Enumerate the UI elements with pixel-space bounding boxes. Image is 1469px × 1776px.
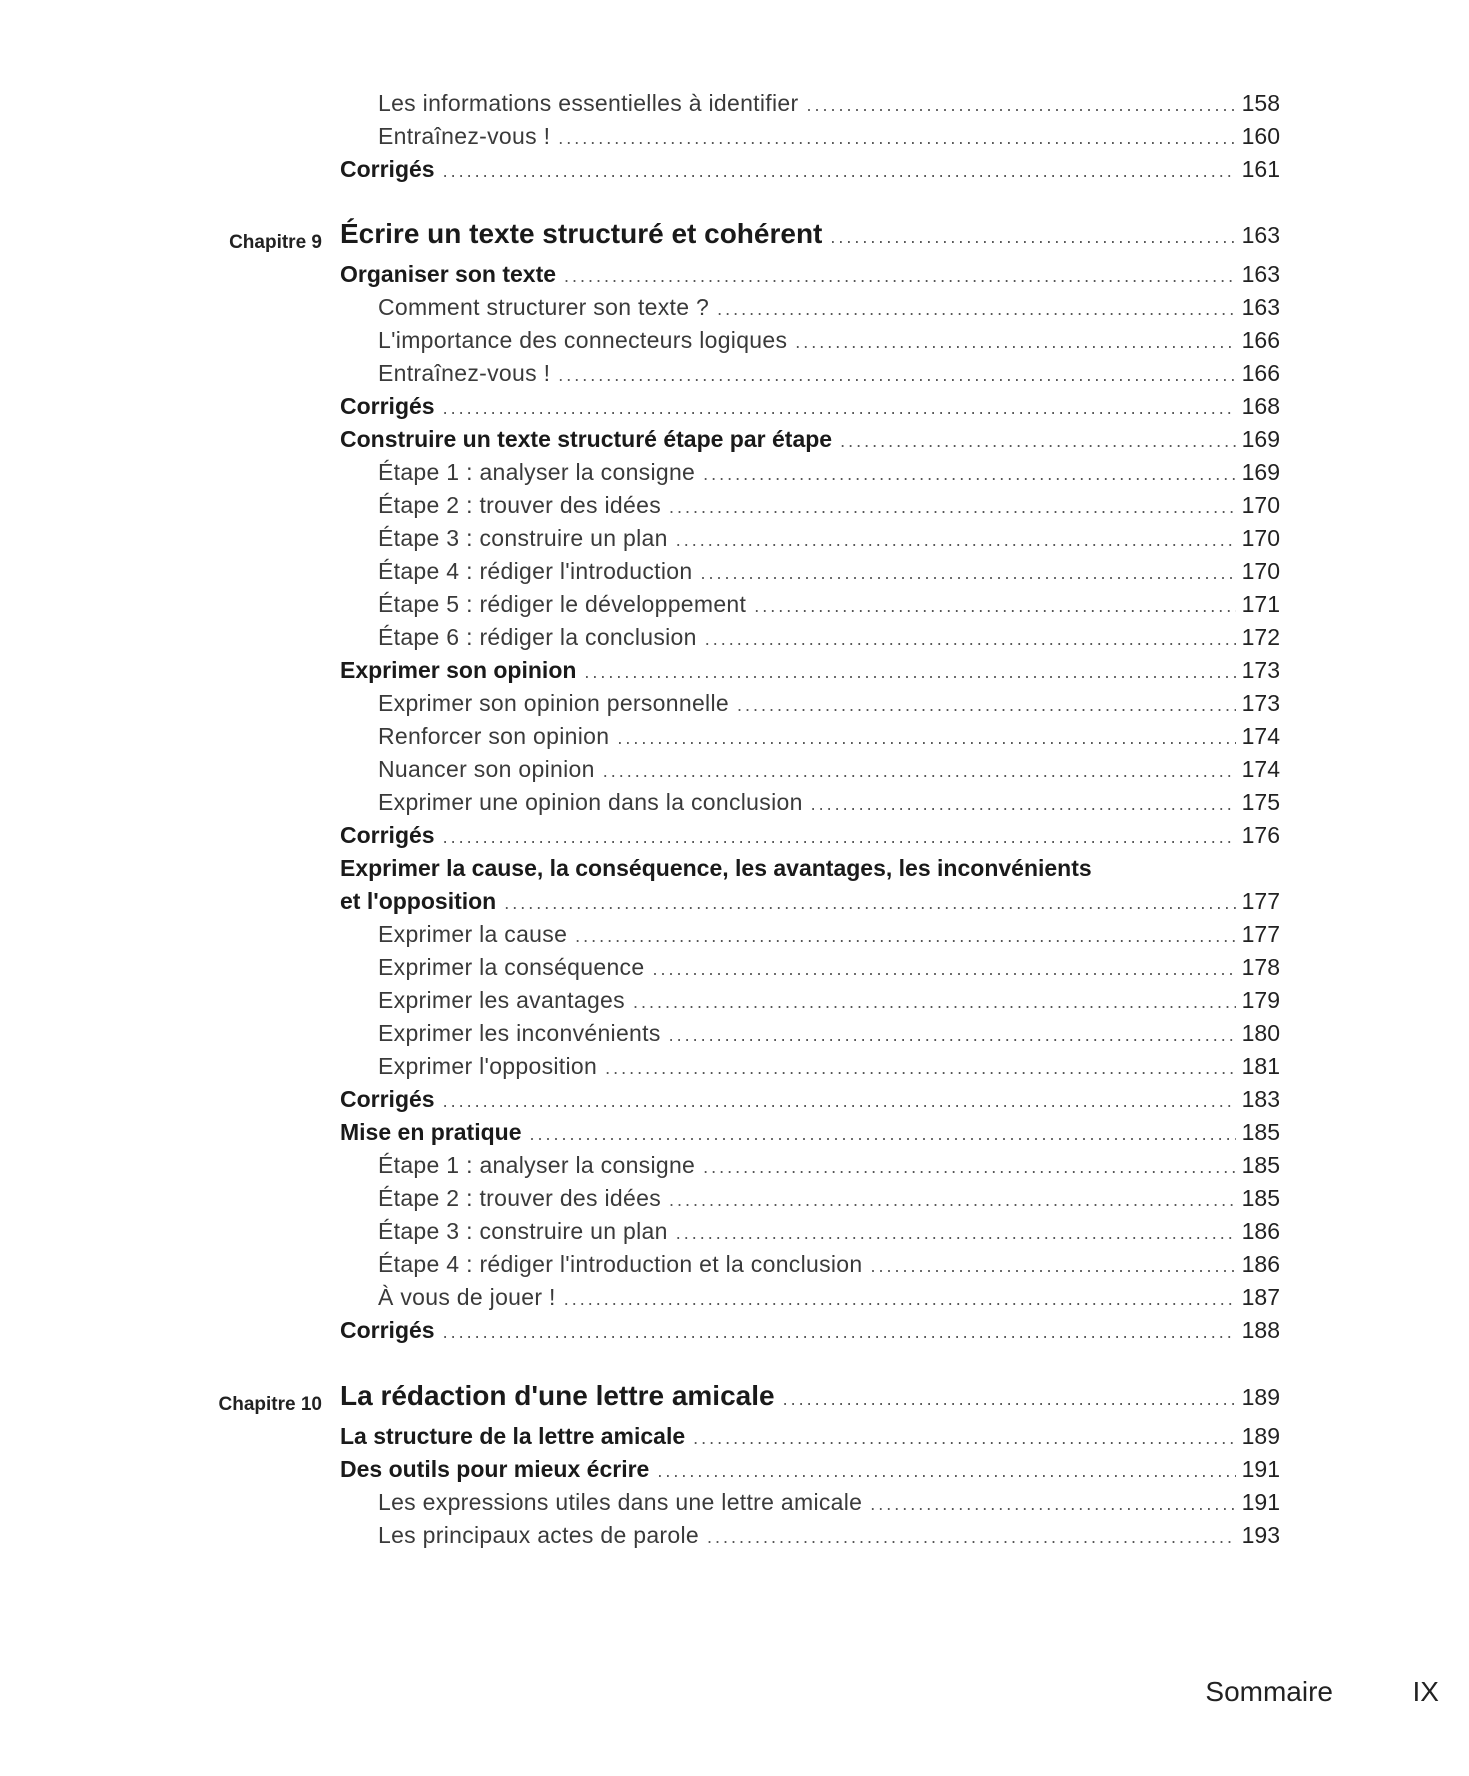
toc-subentry — [340, 987, 1280, 1019]
dot-leader — [669, 497, 1236, 518]
entry-page-number: 171 — [1241, 591, 1280, 617]
toc-subentry — [340, 690, 1280, 722]
dot-leader — [830, 227, 1235, 248]
entry-page-number: 174 — [1241, 723, 1280, 749]
entry-label: Corrigés — [340, 393, 435, 419]
toc-subentry — [340, 123, 1280, 155]
entry-page-number: 163 — [1241, 261, 1280, 287]
entry-page-number: 193 — [1241, 1522, 1280, 1548]
dot-leader — [617, 728, 1235, 749]
entry-label: Exprimer l'opposition — [378, 1053, 598, 1079]
entry-label: Étape 4 : rédiger l'introduction — [378, 558, 693, 584]
entry-label: Construire un texte structuré étape par étape — [340, 426, 833, 452]
dot-leader — [737, 695, 1236, 716]
dot-leader — [669, 1190, 1236, 1211]
dot-leader — [564, 1289, 1236, 1310]
dot-leader — [806, 95, 1235, 116]
entry-page-number: 181 — [1241, 1053, 1280, 1079]
dot-leader — [703, 1157, 1235, 1178]
toc-subentry — [340, 558, 1280, 590]
entry-label: Exprimer les inconvénients — [378, 1020, 661, 1046]
entry-page-number: 178 — [1241, 954, 1280, 980]
entry-page-number: 170 — [1241, 558, 1280, 584]
dot-leader — [657, 1461, 1235, 1482]
entry-page-number: 170 — [1241, 492, 1280, 518]
entry-label: Entraînez-vous ! — [378, 123, 551, 149]
toc-subentry — [340, 723, 1280, 755]
entry-page-number: 177 — [1241, 921, 1280, 947]
toc-section-entry — [340, 888, 1280, 920]
entry-label: Organiser son texte — [340, 261, 557, 287]
entry-page-number: 161 — [1241, 156, 1280, 182]
dot-leader — [795, 332, 1235, 353]
entry-label: La rédaction d'une lettre amicale — [340, 1380, 775, 1411]
entry-label: Exprimer son opinion — [340, 657, 577, 683]
dot-leader — [584, 662, 1235, 683]
entry-label: Étape 1 : analyser la consigne — [378, 459, 696, 485]
entry-page-number: 189 — [1241, 1423, 1280, 1449]
toc-subentry — [340, 327, 1280, 359]
dot-leader — [443, 161, 1236, 182]
dot-leader — [529, 1124, 1235, 1145]
toc-subentry — [340, 591, 1280, 623]
toc-subentry — [340, 90, 1280, 122]
entry-page-number: 166 — [1241, 360, 1280, 386]
entry-page-number: 173 — [1241, 657, 1280, 683]
toc-section-entry — [340, 855, 1280, 887]
toc-subentry — [340, 1053, 1280, 1085]
entry-page-number: 158 — [1241, 90, 1280, 116]
entry-page-number: 170 — [1241, 525, 1280, 551]
toc-subentry — [340, 360, 1280, 392]
entry-label: Étape 2 : trouver des idées — [378, 1185, 661, 1211]
dot-leader — [754, 596, 1235, 617]
entry-label: Exprimer la cause — [378, 921, 568, 947]
chapter-entry — [340, 1380, 1280, 1420]
entry-page-number: 191 — [1241, 1456, 1280, 1482]
entry-label: Exprimer une opinion dans la conclusion — [378, 789, 803, 815]
dot-leader — [703, 464, 1235, 485]
toc-subentry — [340, 1284, 1280, 1316]
entry-page-number: 173 — [1241, 690, 1280, 716]
entry-page-number: 179 — [1241, 987, 1280, 1013]
entry-label: Mise en pratique — [340, 1119, 522, 1145]
entry-page-number: 185 — [1241, 1119, 1280, 1145]
dot-leader — [443, 827, 1236, 848]
entry-page-number: 180 — [1241, 1020, 1280, 1046]
entry-label: La structure de la lettre amicale — [340, 1423, 686, 1449]
entry-page-number: 185 — [1241, 1152, 1280, 1178]
entry-label: Corrigés — [340, 1086, 435, 1112]
toc-subentry — [340, 921, 1280, 953]
entry-label: Entraînez-vous ! — [378, 360, 551, 386]
entry-label: Exprimer la conséquence — [378, 954, 645, 980]
entry-page-number: 187 — [1241, 1284, 1280, 1310]
toc-section-entry — [340, 1423, 1280, 1455]
entry-label: Des outils pour mieux écrire — [340, 1456, 650, 1482]
toc-section-entry — [340, 1086, 1280, 1118]
toc-section-entry — [340, 156, 1280, 188]
entry-page-number: 160 — [1241, 123, 1280, 149]
entry-page-number: 177 — [1241, 888, 1280, 914]
entry-label: Étape 4 : rédiger l'introduction et la conclusion — [378, 1251, 863, 1277]
entry-page-number: 175 — [1241, 789, 1280, 815]
toc-subentry — [340, 756, 1280, 788]
dot-leader — [717, 299, 1236, 320]
dot-leader — [443, 398, 1236, 419]
entry-page-number: 191 — [1241, 1489, 1280, 1515]
toc-subentry — [340, 525, 1280, 557]
dot-leader — [669, 1025, 1236, 1046]
toc-subentry — [340, 1185, 1280, 1217]
entry-label: Les principaux actes de parole — [378, 1522, 699, 1548]
dot-leader — [870, 1494, 1235, 1515]
entry-page-number: 169 — [1241, 459, 1280, 485]
toc-subentry — [340, 294, 1280, 326]
entry-label: Étape 6 : rédiger la conclusion — [378, 624, 697, 650]
dot-leader — [676, 530, 1236, 551]
toc-section-entry — [340, 657, 1280, 689]
entry-page-number: 174 — [1241, 756, 1280, 782]
toc-section-entry — [340, 822, 1280, 854]
toc-section-entry — [340, 1119, 1280, 1151]
dot-leader — [504, 893, 1235, 914]
dot-leader — [603, 761, 1236, 782]
entry-page-number: 186 — [1241, 1218, 1280, 1244]
entry-label: Nuancer son opinion — [378, 756, 595, 782]
entry-label: et l'opposition — [340, 888, 497, 914]
dot-leader — [676, 1223, 1236, 1244]
dot-leader — [558, 365, 1235, 386]
dot-leader — [558, 128, 1235, 149]
entry-page-number: 163 — [1241, 294, 1280, 320]
entry-page-number: 168 — [1241, 393, 1280, 419]
entry-page-number: 169 — [1241, 426, 1280, 452]
toc-section-entry — [340, 1317, 1280, 1349]
entry-label: L'importance des connecteurs logiques — [378, 327, 788, 353]
entry-page-number: 189 — [1241, 1384, 1280, 1410]
dot-leader — [693, 1428, 1235, 1449]
footer-title: Sommaire — [1205, 1676, 1333, 1707]
dot-leader — [707, 1527, 1236, 1548]
entry-page-number: 172 — [1241, 624, 1280, 650]
toc-section-entry — [340, 1456, 1280, 1488]
entry-label: Étape 1 : analyser la consigne — [378, 1152, 696, 1178]
dot-leader — [783, 1389, 1236, 1410]
chapter-entry — [340, 218, 1280, 258]
toc-subentry — [340, 954, 1280, 986]
entry-page-number: 186 — [1241, 1251, 1280, 1277]
entry-label: Écrire un texte structuré et cohérent — [340, 218, 823, 249]
toc-section-entry — [340, 426, 1280, 458]
entry-label: Exprimer les avantages — [378, 987, 625, 1013]
footer-page-number: IX — [1412, 1676, 1439, 1707]
entry-page-number: 163 — [1241, 222, 1280, 248]
dot-leader — [575, 926, 1235, 947]
entry-label: Renforcer son opinion — [378, 723, 610, 749]
entry-page-number: 188 — [1241, 1317, 1280, 1343]
entry-label: Corrigés — [340, 1317, 435, 1343]
entry-label: Étape 3 : construire un plan — [378, 525, 668, 551]
toc-subentry — [340, 1218, 1280, 1250]
dot-leader — [700, 563, 1235, 584]
entry-page-number: 166 — [1241, 327, 1280, 353]
toc-section-entry — [340, 393, 1280, 425]
toc-subentry — [340, 1152, 1280, 1184]
entry-label: À vous de jouer ! — [378, 1284, 556, 1310]
dot-leader — [811, 794, 1236, 815]
dot-leader — [443, 1322, 1236, 1343]
toc-subentry — [340, 459, 1280, 491]
toc-section-entry — [340, 261, 1280, 293]
entry-label: Les expressions utiles dans une lettre amicale — [378, 1489, 863, 1515]
entry-label: Corrigés — [340, 156, 435, 182]
chapter-number-tag: Chapitre 9 — [229, 232, 322, 253]
dot-leader — [564, 266, 1236, 287]
dot-leader — [605, 1058, 1236, 1079]
entry-label: Corrigés — [340, 822, 435, 848]
entry-label: Étape 2 : trouver des idées — [378, 492, 661, 518]
toc-subentry — [340, 492, 1280, 524]
entry-label: Exprimer la cause, la conséquence, les avantages, les inconvénients — [340, 855, 1092, 881]
toc-subentry — [340, 1020, 1280, 1052]
toc-subentry — [340, 624, 1280, 656]
dot-leader — [652, 959, 1235, 980]
toc-subentry — [340, 1251, 1280, 1283]
entry-label: Étape 3 : construire un plan — [378, 1218, 668, 1244]
chapter-number-tag: Chapitre 10 — [218, 1394, 322, 1415]
dot-leader — [443, 1091, 1236, 1112]
dot-leader — [705, 629, 1236, 650]
dot-leader — [870, 1256, 1235, 1277]
entry-page-number: 176 — [1241, 822, 1280, 848]
dot-leader — [840, 431, 1236, 452]
entry-label: Étape 5 : rédiger le développement — [378, 591, 747, 617]
toc-subentry — [340, 1489, 1280, 1521]
toc-subentry — [340, 789, 1280, 821]
entry-label: Les informations essentielles à identifier — [378, 90, 799, 116]
toc-subentry — [340, 1522, 1280, 1554]
entry-page-number: 183 — [1241, 1086, 1280, 1112]
entry-label: Exprimer son opinion personnelle — [378, 690, 729, 716]
dot-leader — [633, 992, 1236, 1013]
entry-label: Comment structurer son texte ? — [378, 294, 710, 320]
entry-page-number: 185 — [1241, 1185, 1280, 1211]
